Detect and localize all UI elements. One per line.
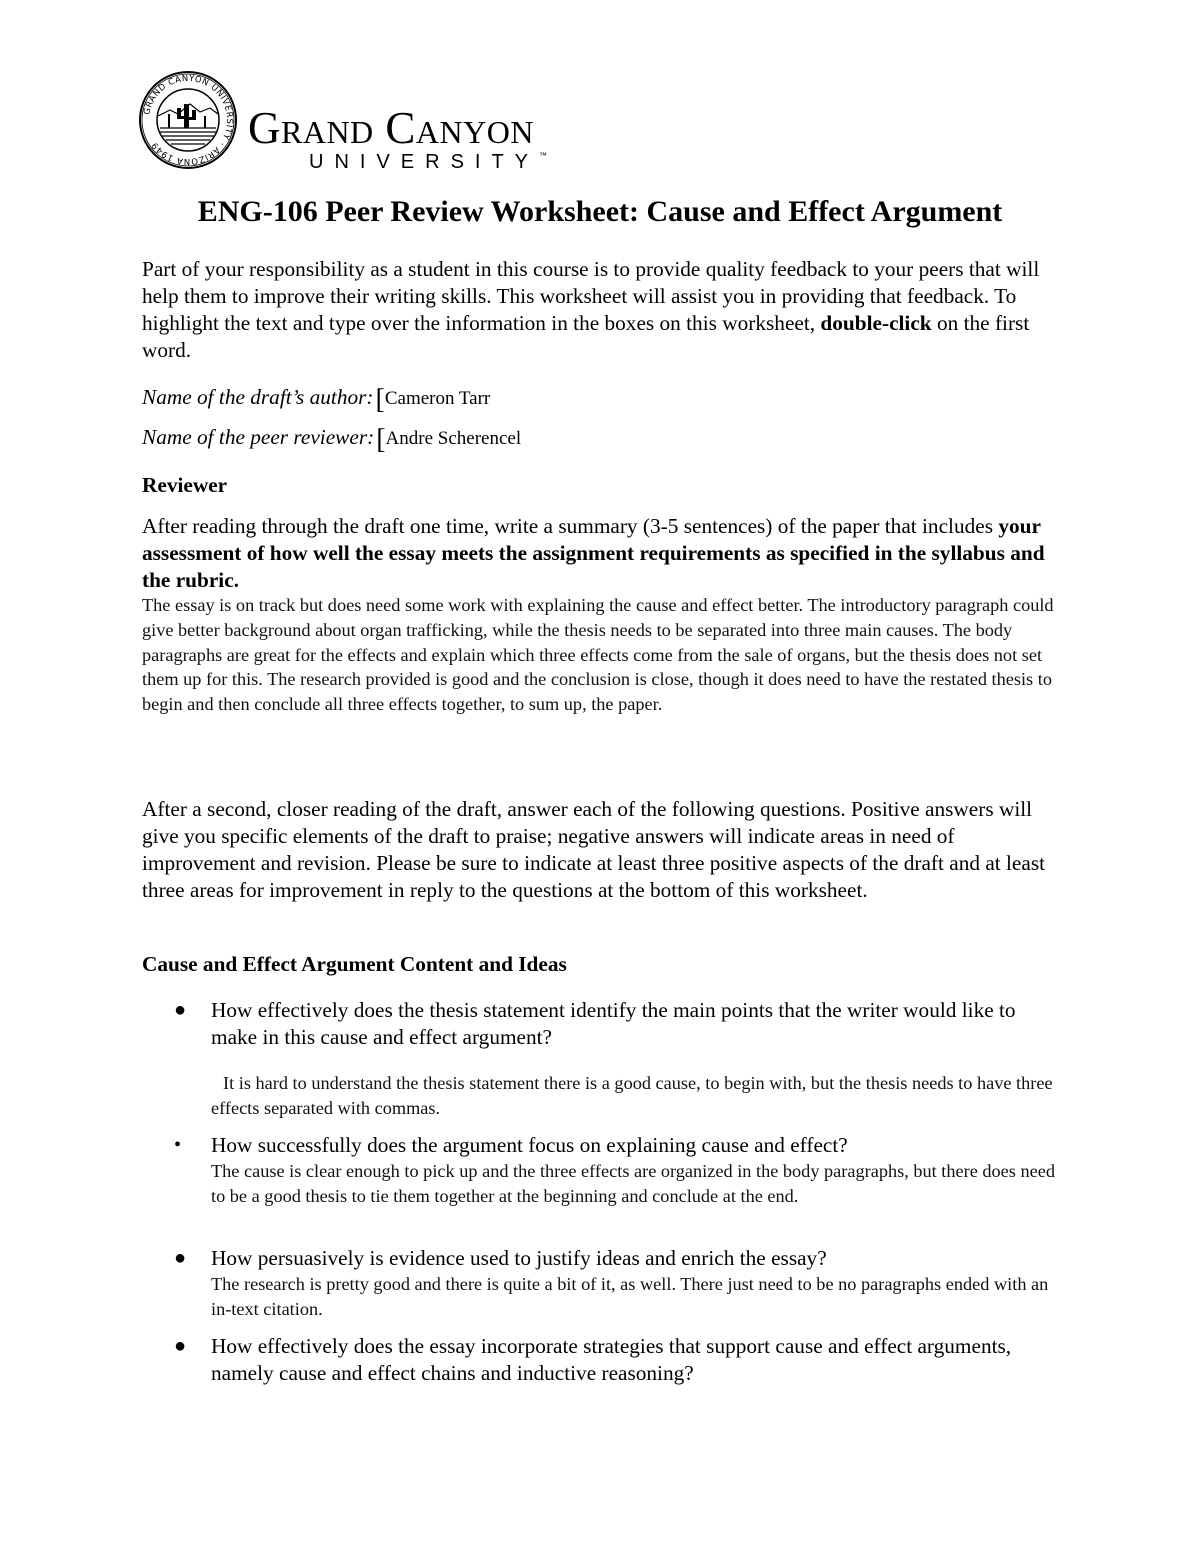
- university-logo: [138, 70, 583, 173]
- reviewer-input[interactable]: Andre Scherencel: [385, 428, 522, 449]
- question-3: How persuasively is evidence used to justify ideas and enrich the essay?: [211, 1246, 827, 1270]
- second-reading-paragraph: After a second, closer reading of the draft, answer each of the following questions. Positive answers will give you specific elements of the draft to praise; negative answers will indicate areas in need of improvement and revision. Please be sure to indicate at least three positive aspects of the draft and at least three areas for improvement in reply to the questions at the bottom of this worksheet.: [142, 797, 1046, 902]
- reviewer-field: [142, 424, 522, 455]
- reviewer-label: Name of the peer reviewer:: [142, 425, 375, 449]
- reviewer-heading: Reviewer: [142, 473, 228, 497]
- author-input[interactable]: Cameron Tarr: [384, 388, 491, 409]
- intro-bold: double-click: [820, 311, 932, 335]
- author-label: Name of the draft’s author:: [142, 385, 374, 409]
- intro-end: on the first word.: [142, 311, 1030, 362]
- summary-prompt-bold: your assessment of how well the essay meets the assignment requirements as specified in the syllabus and the rubric.: [142, 514, 1045, 592]
- summary-answer[interactable]: The essay is on track but does need some work with explaining the cause and effect better. The introductory paragraph could give better background about organ trafficking, while the thesis needs to be separated into three main causes. The body paragraphs are great for the effects and explain which three effects come from the sale of organs, but the thesis does not set them up for this. The research provided is good and the conclusion is close, though it does need to have the restated thesis to begin and then conclude all three effects together, to sum up, the paper.: [142, 595, 1054, 715]
- bullet: ●: [174, 1247, 187, 1269]
- intro-text: Part of your responsibility as a student in this course is to provide quality feedback to your peers that will help them to improve their writing skills. This worksheet will assist you in providing that feedback. To highlight the text and type over the information in the boxes on this worksheet,: [142, 257, 1040, 335]
- field-bracket: [: [376, 424, 386, 455]
- question-1: How effectively does the thesis statement identify the main points that the writer would like to make in this cause and effect argument?: [211, 998, 1016, 1049]
- wordmark: Grand Canyon: [248, 103, 534, 153]
- question-2: How successfully does the argument focus on explaining cause and effect?: [211, 1133, 848, 1157]
- bullet: •: [174, 1134, 182, 1156]
- field-bracket: [: [375, 384, 385, 415]
- answer-2[interactable]: The cause is clear enough to pick up and the three effects are organized in the body paragraphs, but there does need to be a good thesis to tie them together at the beginning and conclude at the end.: [211, 1161, 1055, 1206]
- page-title: ENG-106 Peer Review Worksheet: Cause and Effect Argument: [197, 195, 1003, 228]
- wordmark-sub: [309, 152, 547, 172]
- bullet: ●: [174, 1335, 187, 1357]
- wordmark-sub-text: UNIVERSITY: [309, 151, 540, 173]
- section-heading: Cause and Effect Argument Content and Ideas: [142, 952, 567, 976]
- answer-1[interactable]: It is hard to understand the thesis statement there is a good cause, to begin with, but the thesis needs to have three effects separated with commas.: [211, 1073, 1053, 1118]
- summary-prompt-text: After reading through the draft one time, write a summary (3-5 sentences) of the paper that includes: [142, 514, 999, 538]
- intro-paragraph: [142, 256, 1062, 364]
- seal-text: GRAND CANYON UNIVERSITY · ARIZONA 1949: [142, 73, 235, 167]
- question-4: How effectively does the essay incorporate strategies that support cause and effect arguments, namely cause and effect chains and inductive reasoning?: [211, 1334, 1012, 1385]
- university-seal-icon: [138, 70, 238, 170]
- author-field: [142, 384, 491, 415]
- trademark-symbol: ™: [539, 151, 548, 160]
- answer-3[interactable]: The research is pretty good and there is quite a bit of it, as well. There just need to be no paragraphs ended with an in-text citation.: [211, 1274, 1049, 1319]
- bullet: ●: [174, 999, 187, 1021]
- summary-prompt: [142, 513, 1062, 594]
